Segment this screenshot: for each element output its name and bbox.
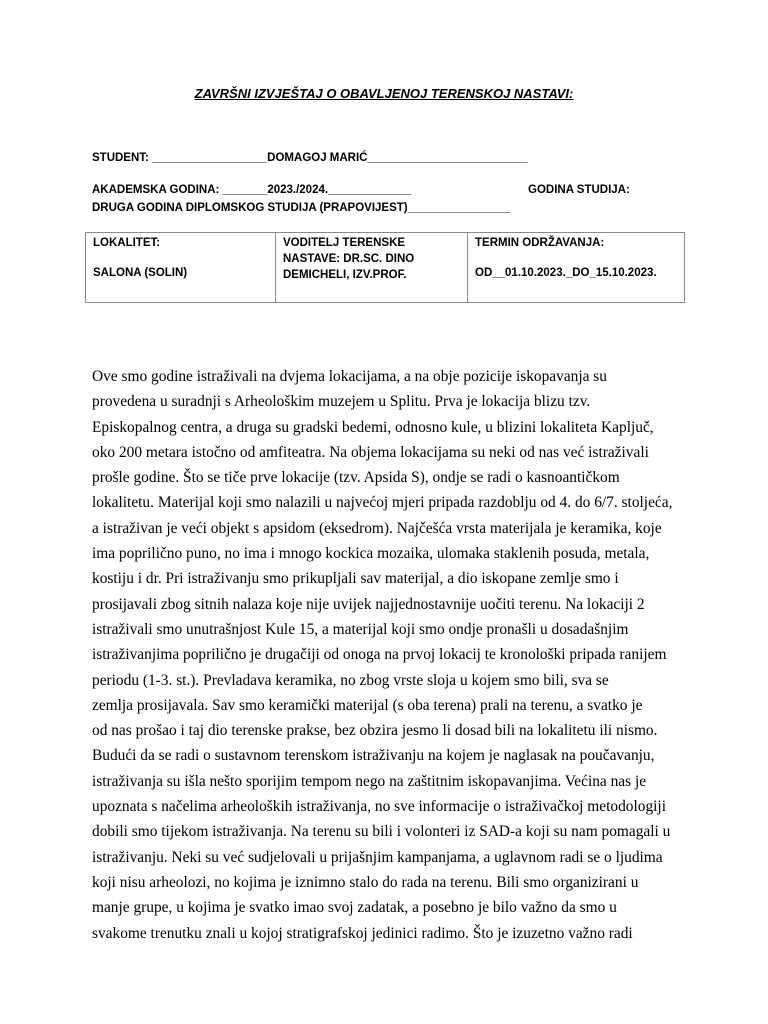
body-line: manje grupe, u kojima je svatko imao svoj zadatak, a posebno je bilo važno da smo u (92, 899, 617, 917)
body-line: istraživanja su išla nešto sporijim tempom nego na zaštitnim iskopavanjima. Većina nas je (92, 772, 647, 790)
info-table-row (86, 233, 685, 303)
report-body (92, 364, 684, 946)
term-value: OD__01.10.2023._DO_15.10.2023. (475, 267, 657, 279)
supervisor-line-3: DEMICHELI, IZV.PROF. (283, 269, 407, 281)
body-line: kostiju i dr. Pri istraživanju smo prikupljali sav materijal, a dio iskopane zemlje smo i (92, 570, 619, 588)
body-line: istraživanju. Neki su već sudjelovali u prijašnjim kampanjama, a uglavnom radi se o ljudima (92, 848, 663, 866)
body-line: dobili smo tijekom istraživanja. Na terenu su bili i volonteri iz SAD-a koji su nam pomagali u (92, 823, 671, 841)
body-line: prošle godine. Što se tiče prve lokacije (tzv. Apsida S), ondje se radi o kasnoantičkom (92, 469, 620, 487)
info-table (85, 232, 685, 303)
body-line: Budući da se radi o sustavnom terenskom istraživanju na kojem je naglasak na poučavanju, (92, 747, 655, 765)
body-line: koji nisu arheolozi, no kojima je iznimno stalo do rada na terenu. Bili smo organizirani u (92, 873, 639, 891)
body-line: istraživanjima poprilično je drugačiji od onoga na prvoj lokacij te kronološki pripada ranijem (92, 646, 667, 664)
body-line: svakome trenutku znali u kojoj stratigrafskoj jedinici radimo. Što je izuzetno važno radi (92, 924, 633, 942)
body-line: upoznata s načelima arheoloških istraživanja, no sve informacije o istraživačkoj metodologiji (92, 798, 666, 816)
body-line: zemlja prosijavala. Sav smo keramički materijal (s oba terena) prali na terenu, a svatko je (92, 696, 643, 714)
body-line: istraživali smo unutrašnjost Kule 15, a materijal koji smo ondje pronašli u dosadašnjim (92, 620, 629, 638)
academic-year-line: AKADEMSKA GODINA: _______2023./2024._____________ (92, 184, 412, 196)
body-line: a istraživan je veći objekt s apsidom (eksedrom). Najčešća vrsta materijala je keramika, koje (92, 519, 662, 537)
body-line: prosijavali zbog sitnih nalaza koje nije uvijek najjednostavnije uočiti terenu. Na lokaciji 2 (92, 595, 645, 613)
body-line: ima poprilično puno, no ima i mnogo kockica mozaika, ulomaka staklenih posuda, metala, (92, 545, 650, 563)
term-label: TERMIN ODRŽAVANJA: (475, 237, 605, 249)
report-title: ZAVRŠNI IZVJEŠTAJ O OBAVLJENOJ TERENSKOJ NASTAVI: (194, 86, 574, 101)
site-cell (86, 233, 276, 303)
study-year-value-line: DRUGA GODINA DIPLOMSKOG STUDIJA (PRAPOVIJEST)________________ (92, 202, 510, 214)
student-line: STUDENT: __________________DOMAGOJ MARIĆ_________________________ (92, 152, 528, 164)
site-value: SALONA (SOLIN) (93, 267, 188, 279)
term-cell (468, 233, 685, 303)
supervisor-cell (276, 233, 468, 303)
body-line: provedena u suradnji s Arheološkim muzejem u Splitu. Prva je lokacija blizu tzv. (92, 393, 591, 411)
body-line: Episkopalnog centra, a druga su gradski bedemi, odnosno kule, u blizini lokaliteta Kapljuč, (92, 418, 654, 436)
body-line: lokalitetu. Materijal koji smo nalazili u najvećoj mjeri pripada razdoblju od 4. do 6/7. stoljeća, (92, 494, 673, 512)
body-line: oko 200 metara istočno od amfiteatra. Na objema lokacijama su neki od nas već istraživali (92, 443, 649, 461)
site-label: LOKALITET: (93, 237, 161, 249)
study-year-label: GODINA STUDIJA: (528, 184, 630, 196)
supervisor-line-1: VODITELJ TERENSKE (283, 237, 406, 249)
body-line: periodu (1-3. st.). Prevladava keramika, no zbog vrste sloja u kojem smo bili, sva se (92, 671, 609, 689)
body-line: Ove smo godine istraživali na dvjema lokacijama, a na obje pozicije iskopavanja su (92, 368, 607, 385)
body-line: od nas prošao i taj dio terenske prakse, bez obzira jesmo li dosad bili na lokalitetu ili nismo. (92, 722, 658, 740)
supervisor-line-2: NASTAVE: DR.SC. DINO (283, 253, 415, 265)
